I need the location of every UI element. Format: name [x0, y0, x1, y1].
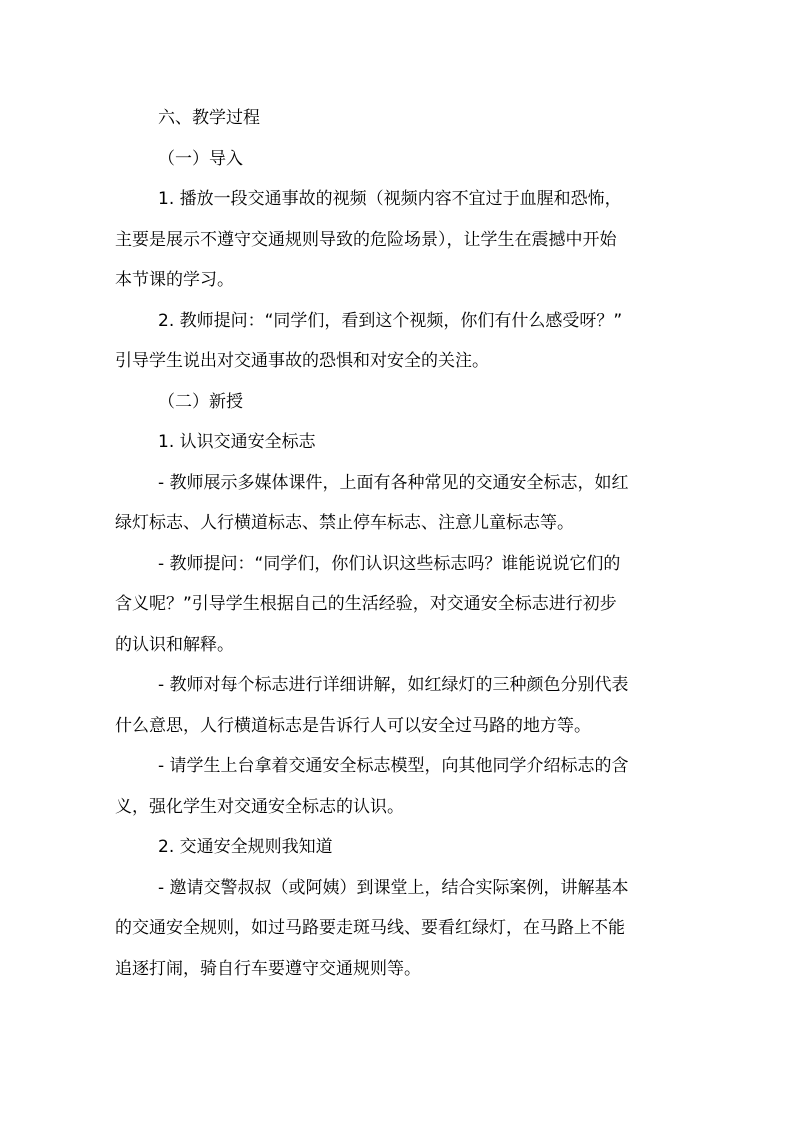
item-heading: 2. 交通安全规则我知道	[158, 837, 333, 857]
paragraph-line: 义，强化学生对交通安全标志的认识。	[115, 796, 404, 817]
paragraph-line: 主要是展示不遵守交通规则导致的危险场景），让学生在震撼中开始	[115, 229, 617, 250]
subsection-heading: （二）新授	[158, 391, 243, 412]
paragraph-line: - 教师对每个标志进行详细讲解，如红绿灯的三种颜色分别代表	[158, 675, 629, 695]
paragraph-line: 追逐打闹，骑自行车要遵守交通规则等。	[115, 958, 421, 979]
paragraph-line: 的交通安全规则，如过马路要走斑马线、要看红绿灯，在马路上不能	[115, 918, 625, 938]
paragraph-line: - 请学生上台拿着交通安全标志模型，向其他同学介绍标志的含	[158, 756, 629, 776]
subsection-heading: （一）导入	[158, 148, 243, 169]
paragraph-line: - 教师提问：“同学们，你们认识这些标志吗？谁能说说它们的	[158, 553, 621, 574]
paragraph-line: 什么意思，人行横道标志是告诉行人可以安全过马路的地方等。	[115, 715, 591, 736]
paragraph-line: 含义呢？”引导学生根据自己的生活经验，对交通安全标志进行初步	[115, 594, 617, 614]
item-heading: 1. 认识交通安全标志	[158, 432, 316, 452]
paragraph-line: - 教师展示多媒体课件，上面有各种常见的交通安全标志，如红	[158, 472, 629, 493]
paragraph-line: 2. 教师提问：“同学们，看到这个视频，你们有什么感受呀？”	[158, 310, 623, 331]
paragraph-line: 1. 播放一段交通事故的视频（视频内容不宜过于血腥和恐怖，	[158, 189, 622, 209]
document-body	[115, 98, 685, 989]
paragraph-line: 绿灯标志、人行横道标志、禁止停车标志、注意儿童标志等。	[115, 513, 574, 533]
paragraph-line: 本节课的学习。	[115, 270, 234, 290]
paragraph-line: 引导学生说出对交通事故的恐惧和对安全的关注。	[115, 351, 489, 371]
paragraph-line: 的认识和解释。	[115, 634, 234, 655]
section-heading: 六、教学过程	[158, 108, 260, 128]
paragraph-line: - 邀请交警叔叔（或阿姨）到课堂上，结合实际案例，讲解基本	[158, 877, 629, 898]
